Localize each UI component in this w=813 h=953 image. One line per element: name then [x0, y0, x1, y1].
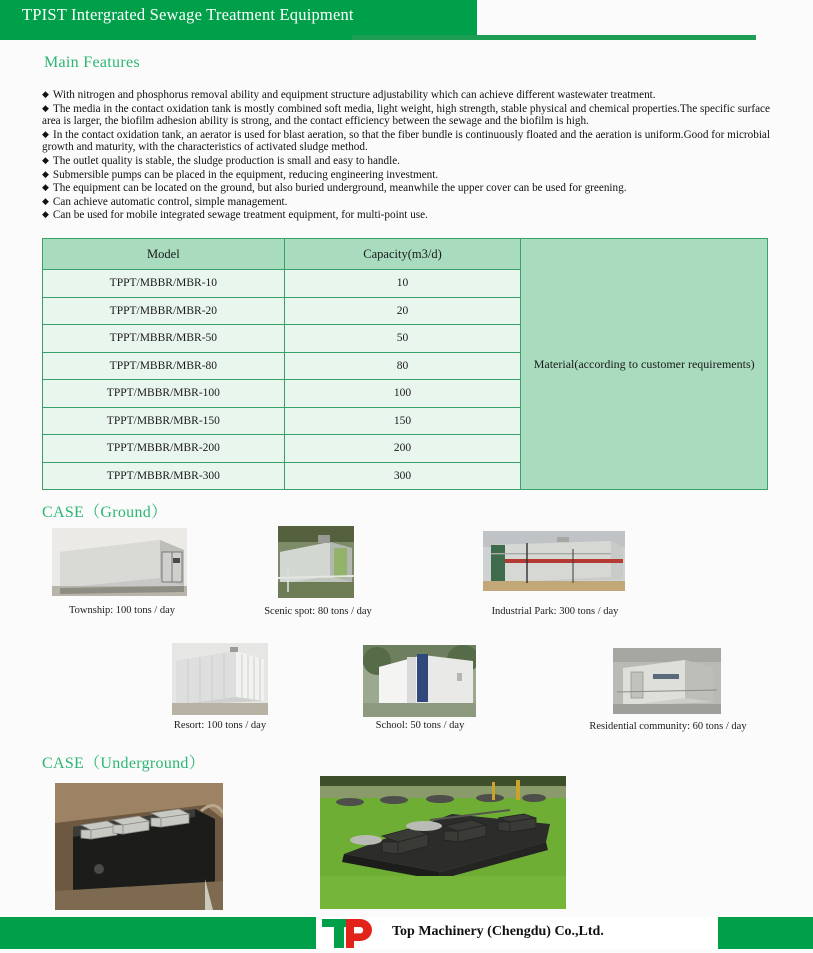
page-header — [0, 0, 813, 41]
bullet-icon: ◆ — [42, 182, 49, 193]
company-logo-icon — [322, 918, 384, 948]
page-title: TPIST Intergrated Sewage Treatment Equipment — [22, 5, 354, 24]
caption-resort: Resort: 100 tons / day — [173, 720, 267, 731]
bullet-icon: ◆ — [42, 195, 49, 206]
feature-item — [42, 88, 770, 102]
feature-text: Submersible pumps can be placed in the equipment, reducing engineering investment. — [52, 168, 439, 181]
cell-model: TPPT/MBBR/MBR-20 — [43, 297, 285, 325]
resort-container-illustration — [172, 643, 268, 715]
caption-industrial: Industrial Park: 300 tons / day — [491, 606, 619, 617]
page-footer — [0, 917, 813, 949]
school-container-illustration — [363, 645, 476, 717]
feature-text: In the contact oxidation tank, an aerator is used for blast aeration, so that the fiber bundle is continuously floated and the aeration is uniform.Good for microbial growth and maturity, with the characteristics of activated sludge method. — [42, 128, 771, 154]
case-ground-photo-township — [52, 528, 187, 596]
case-ground-photo-industrial — [483, 531, 625, 591]
buried-black-tank-illustration — [55, 783, 223, 910]
feature-text: Can be used for mobile integrated sewage treatment equipment, for multi-point use. — [52, 209, 428, 222]
feature-text: The outlet quality is stable, the sludge production is small and easy to handle. — [52, 154, 400, 167]
cell-capacity: 80 — [284, 352, 521, 380]
cell-capacity: 100 — [284, 380, 521, 408]
cell-model: TPPT/MBBR/MBR-100 — [43, 380, 285, 408]
case-ground-photo-school — [363, 645, 476, 717]
feature-item — [42, 154, 770, 168]
column-header-model: Model — [43, 239, 285, 270]
cell-model: TPPT/MBBR/MBR-50 — [43, 325, 285, 353]
cell-capacity: 20 — [284, 297, 521, 325]
feature-text: The equipment can be located on the ground, but also buried underground, meanwhile the upper cover can be used for greening. — [52, 182, 627, 195]
caption-scenic: Scenic spot: 80 tons / day — [264, 606, 372, 617]
feature-text: Can achieve automatic control, simple management. — [52, 195, 288, 208]
bullet-icon: ◆ — [42, 89, 49, 99]
caption-township: Township: 100 tons / day — [68, 605, 175, 616]
specification-table — [42, 238, 768, 490]
feature-item — [42, 102, 770, 128]
scenic-spot-plant-illustration — [278, 526, 354, 598]
cell-capacity: 200 — [284, 435, 521, 463]
tp-logo-mark — [322, 918, 384, 948]
main-features-list — [42, 88, 770, 222]
cell-capacity: 300 — [284, 462, 521, 490]
bullet-icon: ◆ — [42, 128, 49, 139]
caption-school: School: 50 tons / day — [375, 720, 465, 731]
bullet-icon: ◆ — [42, 168, 49, 179]
footer-green-bar-left — [0, 917, 330, 949]
case-ground-photo-scenic — [278, 526, 354, 598]
cell-model: TPPT/MBBR/MBR-300 — [43, 462, 285, 490]
cell-model: TPPT/MBBR/MBR-150 — [43, 407, 285, 435]
feature-item — [42, 195, 770, 209]
industrial-park-plant-illustration — [483, 531, 625, 591]
feature-item — [42, 181, 770, 195]
bullet-icon: ◆ — [42, 102, 49, 113]
feature-item — [42, 208, 770, 222]
cell-capacity: 10 — [284, 270, 521, 298]
case-underground-heading: CASE（Underground） — [42, 755, 206, 772]
cell-capacity: 150 — [284, 407, 521, 435]
cell-model: TPPT/MBBR/MBR-10 — [43, 270, 285, 298]
cell-model: TPPT/MBBR/MBR-200 — [43, 435, 285, 463]
bullet-icon: ◆ — [42, 154, 49, 165]
material-note-cell: Material(according to customer requirements) — [521, 239, 768, 490]
residential-community-illustration — [613, 648, 721, 714]
cell-model: TPPT/MBBR/MBR-80 — [43, 352, 285, 380]
case-underground-photo-buried-tank — [55, 783, 223, 910]
case-underground-photo-lawn-plant — [320, 776, 566, 909]
table-header-row — [43, 239, 768, 270]
column-header-capacity: Capacity(m3/d) — [284, 239, 521, 270]
case-ground-photo-resort — [172, 643, 268, 715]
main-features-heading: Main Features — [44, 54, 140, 71]
underground-plant-under-lawn-illustration — [320, 776, 566, 909]
township-plant-illustration — [52, 528, 187, 596]
case-ground-heading: CASE（Ground） — [42, 504, 168, 521]
feature-text: With nitrogen and phosphorus removal ability and equipment structure adjustability which can achieve different wastewater treatment. — [52, 89, 656, 101]
caption-residential: Residential community: 60 tons / day — [589, 721, 747, 732]
header-underline-rule-left — [0, 35, 352, 40]
company-name: Top Machinery (Chengdu) Co.,Ltd. — [392, 924, 604, 939]
feature-item — [42, 168, 770, 182]
bullet-icon: ◆ — [42, 209, 49, 220]
case-ground-photo-residential — [613, 648, 721, 714]
cell-capacity: 50 — [284, 325, 521, 353]
feature-item — [42, 128, 770, 154]
feature-text: The media in the contact oxidation tank is mostly combined soft media, light weight, high strength, stable physical and chemical properties.The specific surface area is larger, the biofilm adhesion ability is strong, and the contact efficiency between the sewage and the biofilm is high. — [42, 102, 770, 128]
